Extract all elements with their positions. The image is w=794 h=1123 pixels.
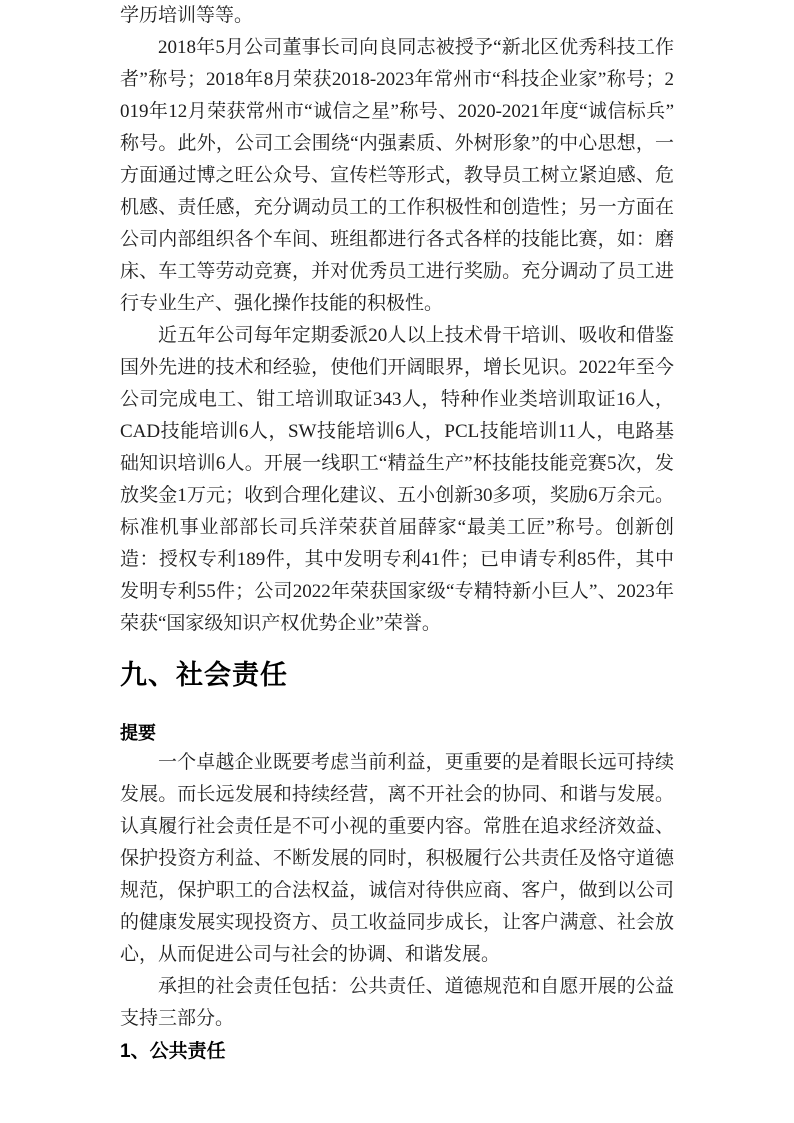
page-content <box>120 0 674 1067</box>
paragraph-training-patents: 近五年公司每年定期委派20人以上技术骨干培训、吸收和借鉴国外先进的技术和经验，使他们开阔眼界，增长见识。2022年至今公司完成电工、钳工培训取证343人，特种作业类培训取证16人，CAD技能培训6人，SW技能培训6人，PCL技能培训11人，电路基础知识培训6人。开展一线职工“精益生产”杯技能技能竞赛5次，发放奖金1万元；收到合理化建议、五小创新30多项，奖励6万余元。标准机事业部部长司兵洋荣获首届薛家“最美工匠”称号。创新创造：授权专利189件，其中发明专利41件；已申请专利85件，其中发明专利55件；公司2022年荣获国家级“专精特新小巨人”、2023年荣获“国家级知识产权优势企业”荣誉。 <box>120 325 674 634</box>
section-heading-social-responsibility: 九、社会责任 <box>120 660 288 690</box>
paragraph-awards-honors: 2018年5月公司董事长司向良同志被授予“新北区优秀科技工作者”称号；2018年8月荣获2018-2023年常州市“科技企业家”称号；2019年12月荣获常州市“诚信之星”称号、2020-2021年度“诚信标兵”称号。此外，公司工会围绕“内强素质、外树形象”的中心思想，一方面通过博之旺公众号、宣传栏等形式，教导员工树立紧迫感、危机感、责任感，充分调动员工的工作积极性和创造性；另一方面在公司内部组织各个车间、班组都进行各式各样的技能比赛，如：磨床、车工等劳动竞赛，并对优秀员工进行奖励。充分调动了员工进行专业生产、强化操作技能的积极性。 <box>120 37 674 314</box>
paragraph-responsibility-parts: 承担的社会责任包括：公共责任、道德规范和自愿开展的公益支持三部分。 <box>120 976 674 1029</box>
paragraph-summary: 一个卓越企业既要考虑当前利益，更重要的是着眼长远可持续发展。而长远发展和持续经营，离不开社会的协同、和谐与发展。认真履行社会责任是不可小视的重要内容。常胜在追求经济效益、保护投资方利益、不断发展的同时，积极履行公共责任及恪守道德规范，保护职工的合法权益，诚信对待供应商、客户，做到以公司的健康发展实现投资方、员工收益同步成长，让客户满意、社会放心，从而促进公司与社会的协调、和谐发展。 <box>120 752 674 965</box>
subheading-public-responsibility: 1、公共责任 <box>120 1041 226 1062</box>
subheading-summary: 提要 <box>120 723 156 743</box>
paragraph-continuation: 学历培训等等。 <box>120 5 254 26</box>
